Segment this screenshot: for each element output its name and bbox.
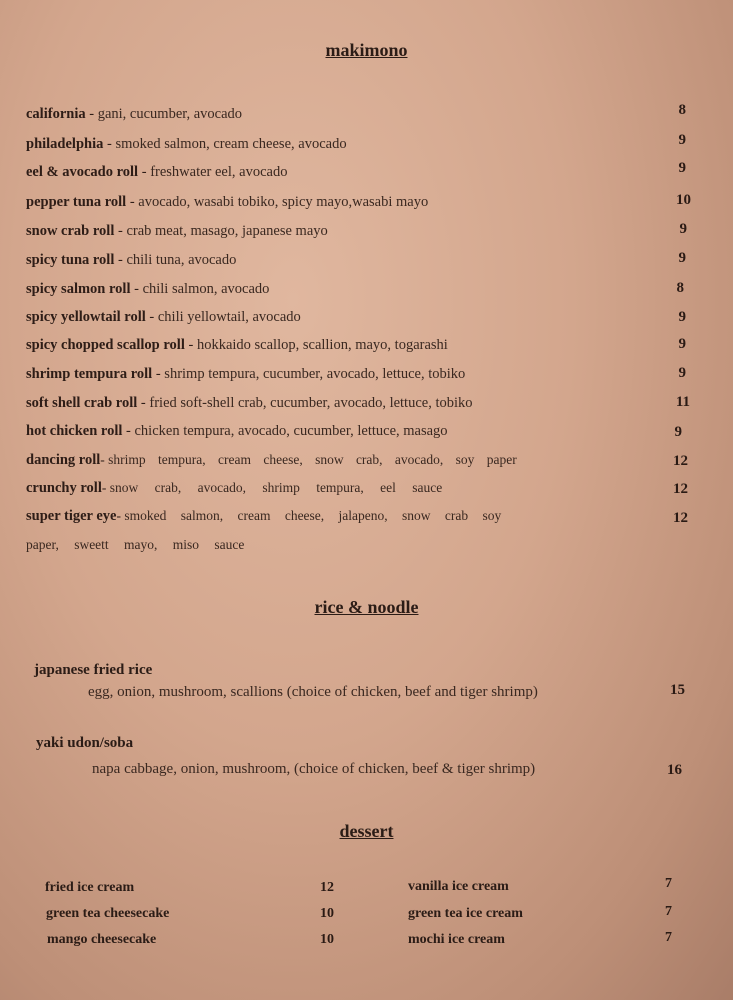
menu-item: super tiger eye- smoked salmon, cream cheese, jalapeno, snow crab soy bbox=[26, 508, 502, 524]
dessert-price: 10 bbox=[320, 932, 334, 947]
item-price: 15 bbox=[670, 682, 685, 698]
dessert-item: green tea ice cream bbox=[408, 906, 523, 921]
menu-item: hot chicken roll - chicken tempura, avocado, cucumber, lettuce, masago bbox=[26, 423, 448, 439]
menu-item-desc: egg, onion, mushroom, scallions (choice of chicken, beef and tiger shrimp) bbox=[88, 684, 538, 700]
dessert-item: vanilla ice cream bbox=[408, 879, 509, 894]
menu-item: pepper tuna roll - avocado, wasabi tobiko, spicy mayo,wasabi mayo bbox=[26, 194, 429, 210]
dessert-item: mango cheesecake bbox=[47, 932, 157, 947]
menu-item: shrimp tempura roll - shrimp tempura, cucumber, avocado, lettuce, tobiko bbox=[26, 366, 466, 382]
item-price: 16 bbox=[667, 762, 682, 778]
dessert-item: fried ice cream bbox=[45, 880, 135, 895]
menu-item: spicy chopped scallop roll - hokkaido scallop, scallion, mayo, togarashi bbox=[26, 337, 448, 353]
item-price: 10 bbox=[676, 192, 691, 208]
item-price: 12 bbox=[673, 453, 688, 469]
dessert-heading: dessert bbox=[339, 821, 394, 841]
item-price: 12 bbox=[673, 481, 688, 497]
dessert-price: 7 bbox=[665, 930, 672, 945]
dessert-item: green tea cheesecake bbox=[46, 906, 170, 921]
item-price: 9 bbox=[678, 365, 686, 381]
item-price: 9 bbox=[674, 424, 682, 440]
menu-item: california - gani, cucumber, avocado bbox=[26, 106, 243, 122]
menu-item-desc: napa cabbage, onion, mushroom, (choice of chicken, beef & tiger shrimp) bbox=[92, 761, 536, 777]
item-price: 11 bbox=[675, 394, 690, 410]
menu-item: crunchy roll- snow crab, avocado, shrimp tempura, eel sauce bbox=[26, 480, 443, 496]
dessert-item: mochi ice cream bbox=[408, 932, 505, 947]
menu-item: snow crab roll - crab meat, masago, japanese mayo bbox=[26, 223, 328, 239]
menu-item: soft shell crab roll - fried soft-shell crab, cucumber, avocado, lettuce, tobiko bbox=[26, 395, 473, 411]
item-price: 9 bbox=[678, 160, 686, 176]
menu-item: spicy yellowtail roll - chili yellowtail, avocado bbox=[26, 309, 301, 325]
menu-item-name: yaki udon/soba bbox=[36, 735, 134, 751]
item-price: 9 bbox=[679, 221, 687, 237]
menu-item: spicy tuna roll - chili tuna, avocado bbox=[26, 252, 237, 268]
dessert-price: 10 bbox=[320, 906, 334, 921]
item-price: 9 bbox=[678, 250, 686, 266]
menu-item: philadelphia - smoked salmon, cream cheese, avocado bbox=[26, 136, 347, 152]
item-price: 12 bbox=[673, 510, 688, 526]
item-price: 9 bbox=[678, 309, 686, 325]
menu-item: dancing roll- shrimp tempura, cream cheese, snow crab, avocado, soy paper bbox=[26, 452, 517, 468]
rice-noodle-heading: rice & noodle bbox=[314, 597, 419, 617]
item-price: 9 bbox=[678, 132, 686, 148]
makimono-heading: makimono bbox=[325, 40, 408, 60]
dessert-price: 12 bbox=[320, 880, 334, 895]
menu-item-name: japanese fried rice bbox=[34, 662, 153, 678]
menu-item: eel & avocado roll - freshwater eel, avocado bbox=[26, 164, 288, 180]
menu-item-continued: paper, sweett mayo, miso sauce bbox=[26, 537, 245, 552]
dessert-price: 7 bbox=[665, 904, 672, 919]
item-price: 8 bbox=[678, 102, 686, 118]
item-price: 9 bbox=[678, 336, 686, 352]
menu-item: spicy salmon roll - chili salmon, avocado bbox=[26, 281, 270, 297]
item-price: 8 bbox=[676, 280, 684, 296]
dessert-price: 7 bbox=[665, 876, 672, 891]
